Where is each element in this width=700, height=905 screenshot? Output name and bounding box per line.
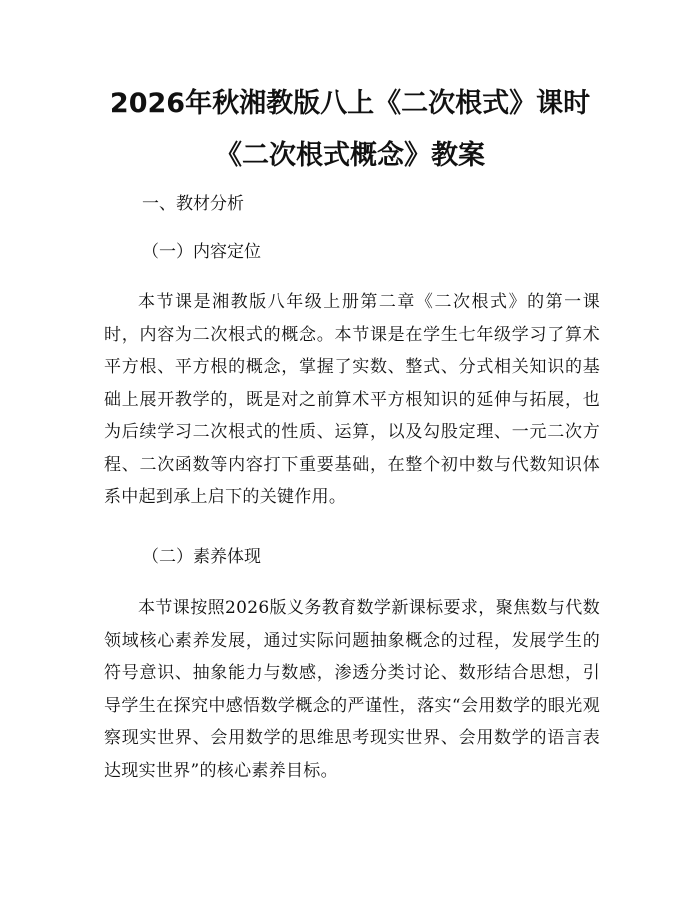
paragraph-content-positioning: 本节课是湘教版八年级上册第二章《二次根式》的第一课时，内容为二次根式的概念。本节课是在学生七年级学习了算术平方根、平方根的概念，掌握了实数、整式、分式相关知识的基础上展开教学的，既是对之前算术平方根知识的延伸与拓展，也为后续学习二次根式的性质、运算，以及勾股定理、一元二次方程、二次函数等内容打下重要基础，在整个初中数与代数知识体系中起到承上启下的关键作用。 [104,292,600,507]
paragraph-literacy: 本节课按照2026版义务教育数学新课标要求，聚焦数与代数领域核心素养发展，通过实际问题抽象概念的过程，发展学生的符号意识、抽象能力与数感，渗透分类讨论、数形结合思想，引导学生在探究中感悟数学概念的严谨性，落实“会用数学的眼光观察现实世界、会用数学的思维思考现实世界、会用数学的语言表达现实世界”的核心素养目标。 [104,598,600,781]
subsection-heading-content-positioning: （一）内容定位 [142,242,261,262]
subsection-heading-literacy: （二）素养体现 [142,547,261,567]
document-title: 2026年秋湘教版八上《二次根式》课时《二次根式概念》教案 [109,88,591,171]
section-heading-textbook-analysis: 一、教材分析 [142,194,244,214]
